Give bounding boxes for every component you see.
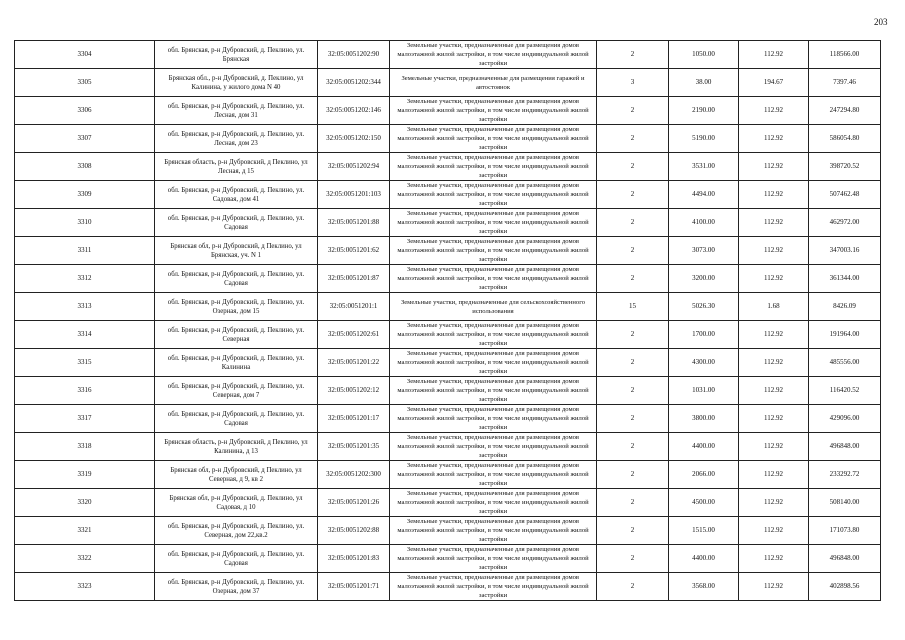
address-cell: обл. Брянская, р-н Дубровский, д. Пеклино, ул. Садовая xyxy=(155,405,318,433)
cadastral-number-cell: 32:05:0051201:88 xyxy=(318,209,390,237)
address-cell: обл. Брянская, р-н Дубровский, д. Пеклино, ул. Северная, дом 7 xyxy=(155,377,318,405)
row-number: 3309 xyxy=(15,181,155,209)
land-use-cell: Земельные участки, предназначенные для размещения домов малоэтажной жилой застройки, в том числе индивидуальной жилой застройки xyxy=(390,573,597,601)
table-row xyxy=(15,41,881,69)
address-cell: Брянская обл., р-н Дубровский, д. Пеклино, ул Калинина, у жилого дома N 40 xyxy=(155,69,318,97)
group-code-cell: 2 xyxy=(597,237,669,265)
row-number: 3308 xyxy=(15,153,155,181)
table-row xyxy=(15,265,881,293)
table-row xyxy=(15,181,881,209)
cadastral-value-table xyxy=(14,40,881,601)
area-cell: 2190.00 xyxy=(669,97,739,125)
land-use-cell: Земельные участки, предназначенные для размещения домов малоэтажной жилой застройки, в том числе индивидуальной жилой застройки xyxy=(390,489,597,517)
row-number: 3305 xyxy=(15,69,155,97)
cadastral-value-cell: 233292.72 xyxy=(809,461,881,489)
table-body xyxy=(15,41,881,601)
address-cell: обл. Брянская, р-н Дубровский, д. Пеклино, ул. Лесная, дом 31 xyxy=(155,97,318,125)
group-code-cell: 2 xyxy=(597,125,669,153)
cadastral-value-cell: 191964.00 xyxy=(809,321,881,349)
table-row xyxy=(15,433,881,461)
cadastral-number-cell: 32:05:0051202:150 xyxy=(318,125,390,153)
address-cell: обл. Брянская, р-н Дубровский, д. Пеклино, ул. Брянская xyxy=(155,41,318,69)
land-use-cell: Земельные участки, предназначенные для размещения домов малоэтажной жилой застройки, в том числе индивидуальной жилой застройки xyxy=(390,321,597,349)
area-cell: 5190.00 xyxy=(669,125,739,153)
cadastral-value-cell: 398720.52 xyxy=(809,153,881,181)
area-cell: 3073.00 xyxy=(669,237,739,265)
area-cell: 1031.00 xyxy=(669,377,739,405)
land-use-cell: Земельные участки, предназначенные для размещения домов малоэтажной жилой застройки, в том числе индивидуальной жилой застройки xyxy=(390,237,597,265)
row-number: 3311 xyxy=(15,237,155,265)
row-number: 3323 xyxy=(15,573,155,601)
address-cell: обл. Брянская, р-н Дубровский, д. Пеклино, ул. Садовая xyxy=(155,209,318,237)
land-use-cell: Земельные участки, предназначенные для размещения домов малоэтажной жилой застройки, в том числе индивидуальной жилой застройки xyxy=(390,545,597,573)
specific-value-cell: 112.92 xyxy=(739,349,809,377)
area-cell: 4300.00 xyxy=(669,349,739,377)
area-cell: 3531.00 xyxy=(669,153,739,181)
cadastral-value-cell: 496848.00 xyxy=(809,545,881,573)
row-number: 3318 xyxy=(15,433,155,461)
row-number: 3304 xyxy=(15,41,155,69)
table-row xyxy=(15,209,881,237)
cadastral-number-cell: 32:05:0051202:300 xyxy=(318,461,390,489)
land-use-cell: Земельные участки, предназначенные для размещения домов малоэтажной жилой застройки, в том числе индивидуальной жилой застройки xyxy=(390,377,597,405)
group-code-cell: 2 xyxy=(597,41,669,69)
area-cell: 3568.00 xyxy=(669,573,739,601)
group-code-cell: 2 xyxy=(597,573,669,601)
cadastral-number-cell: 32:05:0051201:26 xyxy=(318,489,390,517)
cadastral-value-cell: 7397.46 xyxy=(809,69,881,97)
specific-value-cell: 112.92 xyxy=(739,181,809,209)
table-row xyxy=(15,545,881,573)
land-use-cell: Земельные участки, предназначенные для размещения домов малоэтажной жилой застройки, в том числе индивидуальной жилой застройки xyxy=(390,461,597,489)
area-cell: 4494.00 xyxy=(669,181,739,209)
address-cell: обл. Брянская, р-н Дубровский, д. Пеклино, ул. Озерная, дом 37 xyxy=(155,573,318,601)
land-use-cell: Земельные участки, предназначенные для размещения домов малоэтажной жилой застройки, в том числе индивидуальной жилой застройки xyxy=(390,209,597,237)
cadastral-value-cell: 116420.52 xyxy=(809,377,881,405)
cadastral-value-cell: 496848.00 xyxy=(809,433,881,461)
address-cell: обл. Брянская, р-н Дубровский, д. Пеклино, ул. Северная xyxy=(155,321,318,349)
cadastral-value-cell: 485556.00 xyxy=(809,349,881,377)
specific-value-cell: 194.67 xyxy=(739,69,809,97)
cadastral-value-cell: 8426.09 xyxy=(809,293,881,321)
land-use-cell: Земельные участки, предназначенные для размещения домов малоэтажной жилой застройки, в том числе индивидуальной жилой застройки xyxy=(390,181,597,209)
group-code-cell: 2 xyxy=(597,377,669,405)
address-cell: Брянская обл, р-н Дубровский, д Пеклино, ул Северная, д 9, кв 2 xyxy=(155,461,318,489)
row-number: 3307 xyxy=(15,125,155,153)
land-use-cell: Земельные участки, предназначенные для размещения домов малоэтажной жилой застройки, в том числе индивидуальной жилой застройки xyxy=(390,349,597,377)
group-code-cell: 2 xyxy=(597,265,669,293)
area-cell: 1515.00 xyxy=(669,517,739,545)
cadastral-value-cell: 462972.00 xyxy=(809,209,881,237)
row-number: 3306 xyxy=(15,97,155,125)
group-code-cell: 2 xyxy=(597,517,669,545)
cadastral-number-cell: 32:05:0051202:12 xyxy=(318,377,390,405)
land-use-cell: Земельные участки, предназначенные для сельскохозяйственного использования xyxy=(390,293,597,321)
specific-value-cell: 1.68 xyxy=(739,293,809,321)
address-cell: обл. Брянская, р-н Дубровский, д. Пеклино, ул. Садовая xyxy=(155,545,318,573)
cadastral-value-cell: 508140.00 xyxy=(809,489,881,517)
specific-value-cell: 112.92 xyxy=(739,153,809,181)
specific-value-cell: 112.92 xyxy=(739,573,809,601)
table-row xyxy=(15,489,881,517)
cadastral-number-cell: 32:05:0051201:17 xyxy=(318,405,390,433)
area-cell: 3200.00 xyxy=(669,265,739,293)
group-code-cell: 3 xyxy=(597,69,669,97)
cadastral-number-cell: 32:05:0051201:83 xyxy=(318,545,390,573)
group-code-cell: 2 xyxy=(597,209,669,237)
group-code-cell: 2 xyxy=(597,405,669,433)
specific-value-cell: 112.92 xyxy=(739,433,809,461)
group-code-cell: 2 xyxy=(597,97,669,125)
land-use-cell: Земельные участки, предназначенные для размещения домов малоэтажной жилой застройки, в том числе индивидуальной жилой застройки xyxy=(390,125,597,153)
land-use-cell: Земельные участки, предназначенные для размещения домов малоэтажной жилой застройки, в том числе индивидуальной жилой застройки xyxy=(390,153,597,181)
address-cell: Брянская обл, р-н Дубровский, д. Пеклино, ул Садовая, д 10 xyxy=(155,489,318,517)
specific-value-cell: 112.92 xyxy=(739,489,809,517)
group-code-cell: 2 xyxy=(597,181,669,209)
table-row xyxy=(15,405,881,433)
row-number: 3315 xyxy=(15,349,155,377)
cadastral-value-cell: 586054.80 xyxy=(809,125,881,153)
address-cell: обл. Брянская, р-н Дубровский, д. Пеклино, ул. Садовая xyxy=(155,265,318,293)
land-use-cell: Земельные участки, предназначенные для размещения домов малоэтажной жилой застройки, в том числе индивидуальной жилой застройки xyxy=(390,97,597,125)
specific-value-cell: 112.92 xyxy=(739,461,809,489)
group-code-cell: 2 xyxy=(597,433,669,461)
address-cell: обл. Брянская, р-н Дубровский, д. Пеклино, ул. Калинина xyxy=(155,349,318,377)
table-row xyxy=(15,377,881,405)
table-row xyxy=(15,125,881,153)
group-code-cell: 2 xyxy=(597,153,669,181)
row-number: 3310 xyxy=(15,209,155,237)
table-row xyxy=(15,69,881,97)
address-cell: Брянская область, р-н Дубровский, д Пеклино, ул Калинина, д 13 xyxy=(155,433,318,461)
group-code-cell: 2 xyxy=(597,545,669,573)
group-code-cell: 2 xyxy=(597,461,669,489)
group-code-cell: 2 xyxy=(597,349,669,377)
address-cell: обл. Брянская, р-н Дубровский, д. Пеклино, ул. Садовая, дом 41 xyxy=(155,181,318,209)
area-cell: 1700.00 xyxy=(669,321,739,349)
address-cell: обл. Брянская, р-н Дубровский, д. Пеклино, ул. Лесная, дом 23 xyxy=(155,125,318,153)
cadastral-number-cell: 32:05:0051202:94 xyxy=(318,153,390,181)
specific-value-cell: 112.92 xyxy=(739,265,809,293)
row-number: 3317 xyxy=(15,405,155,433)
land-use-cell: Земельные участки, предназначенные для размещения домов малоэтажной жилой застройки, в том числе индивидуальной жилой застройки xyxy=(390,41,597,69)
table-row xyxy=(15,461,881,489)
cadastral-value-cell: 171073.80 xyxy=(809,517,881,545)
address-cell: обл. Брянская, р-н Дубровский, д. Пеклино, ул. Озерная, дом 15 xyxy=(155,293,318,321)
cadastral-number-cell: 32:05:0051201:1 xyxy=(318,293,390,321)
specific-value-cell: 112.92 xyxy=(739,377,809,405)
specific-value-cell: 112.92 xyxy=(739,237,809,265)
cadastral-number-cell: 32:05:0051202:90 xyxy=(318,41,390,69)
area-cell: 5026.30 xyxy=(669,293,739,321)
land-use-cell: Земельные участки, предназначенные для размещения гаражей и автостоянок xyxy=(390,69,597,97)
row-number: 3320 xyxy=(15,489,155,517)
cadastral-value-cell: 247294.80 xyxy=(809,97,881,125)
area-cell: 3800.00 xyxy=(669,405,739,433)
cadastral-number-cell: 32:05:0051201:62 xyxy=(318,237,390,265)
land-use-cell: Земельные участки, предназначенные для размещения домов малоэтажной жилой застройки, в том числе индивидуальной жилой застройки xyxy=(390,265,597,293)
area-cell: 38.00 xyxy=(669,69,739,97)
address-cell: Брянская область, р-н Дубровский, д Пеклино, ул Лесная, д 15 xyxy=(155,153,318,181)
row-number: 3322 xyxy=(15,545,155,573)
table-row xyxy=(15,321,881,349)
area-cell: 4100.00 xyxy=(669,209,739,237)
specific-value-cell: 112.92 xyxy=(739,321,809,349)
area-cell: 1050.00 xyxy=(669,41,739,69)
land-use-cell: Земельные участки, предназначенные для размещения домов малоэтажной жилой застройки, в том числе индивидуальной жилой застройки xyxy=(390,433,597,461)
cadastral-value-cell: 402898.56 xyxy=(809,573,881,601)
cadastral-number-cell: 32:05:0051201:103 xyxy=(318,181,390,209)
group-code-cell: 15 xyxy=(597,293,669,321)
specific-value-cell: 112.92 xyxy=(739,97,809,125)
table-row xyxy=(15,237,881,265)
cadastral-number-cell: 32:05:0051201:22 xyxy=(318,349,390,377)
cadastral-value-cell: 118566.00 xyxy=(809,41,881,69)
cadastral-number-cell: 32:05:0051202:344 xyxy=(318,69,390,97)
cadastral-value-cell: 361344.00 xyxy=(809,265,881,293)
row-number: 3312 xyxy=(15,265,155,293)
area-cell: 4400.00 xyxy=(669,433,739,461)
row-number: 3319 xyxy=(15,461,155,489)
specific-value-cell: 112.92 xyxy=(739,125,809,153)
area-cell: 4400.00 xyxy=(669,545,739,573)
cadastral-number-cell: 32:05:0051202:146 xyxy=(318,97,390,125)
area-cell: 2066.00 xyxy=(669,461,739,489)
cadastral-value-cell: 429096.00 xyxy=(809,405,881,433)
table-row xyxy=(15,293,881,321)
cadastral-number-cell: 32:05:0051201:87 xyxy=(318,265,390,293)
land-use-cell: Земельные участки, предназначенные для размещения домов малоэтажной жилой застройки, в том числе индивидуальной жилой застройки xyxy=(390,517,597,545)
table-row xyxy=(15,349,881,377)
group-code-cell: 2 xyxy=(597,321,669,349)
address-cell: Брянская обл, р-н Дубровский, д Пеклино, ул Брянская, уч. N 1 xyxy=(155,237,318,265)
table-row xyxy=(15,97,881,125)
land-use-cell: Земельные участки, предназначенные для размещения домов малоэтажной жилой застройки, в том числе индивидуальной жилой застройки xyxy=(390,405,597,433)
specific-value-cell: 112.92 xyxy=(739,545,809,573)
specific-value-cell: 112.92 xyxy=(739,41,809,69)
cadastral-number-cell: 32:05:0051201:35 xyxy=(318,433,390,461)
row-number: 3321 xyxy=(15,517,155,545)
table-row xyxy=(15,517,881,545)
row-number: 3314 xyxy=(15,321,155,349)
specific-value-cell: 112.92 xyxy=(739,517,809,545)
cadastral-number-cell: 32:05:0051202:61 xyxy=(318,321,390,349)
specific-value-cell: 112.92 xyxy=(739,405,809,433)
specific-value-cell: 112.92 xyxy=(739,209,809,237)
address-cell: обл. Брянская, р-н Дубровский, д. Пеклино, ул. Северная, дом 22,кв.2 xyxy=(155,517,318,545)
cadastral-number-cell: 32:05:0051201:71 xyxy=(318,573,390,601)
page-number: 203 xyxy=(874,17,888,27)
cadastral-value-cell: 347003.16 xyxy=(809,237,881,265)
cadastral-value-cell: 507462.48 xyxy=(809,181,881,209)
row-number: 3316 xyxy=(15,377,155,405)
table-row xyxy=(15,573,881,601)
table-row xyxy=(15,153,881,181)
area-cell: 4500.00 xyxy=(669,489,739,517)
cadastral-number-cell: 32:05:0051202:88 xyxy=(318,517,390,545)
group-code-cell: 2 xyxy=(597,489,669,517)
row-number: 3313 xyxy=(15,293,155,321)
